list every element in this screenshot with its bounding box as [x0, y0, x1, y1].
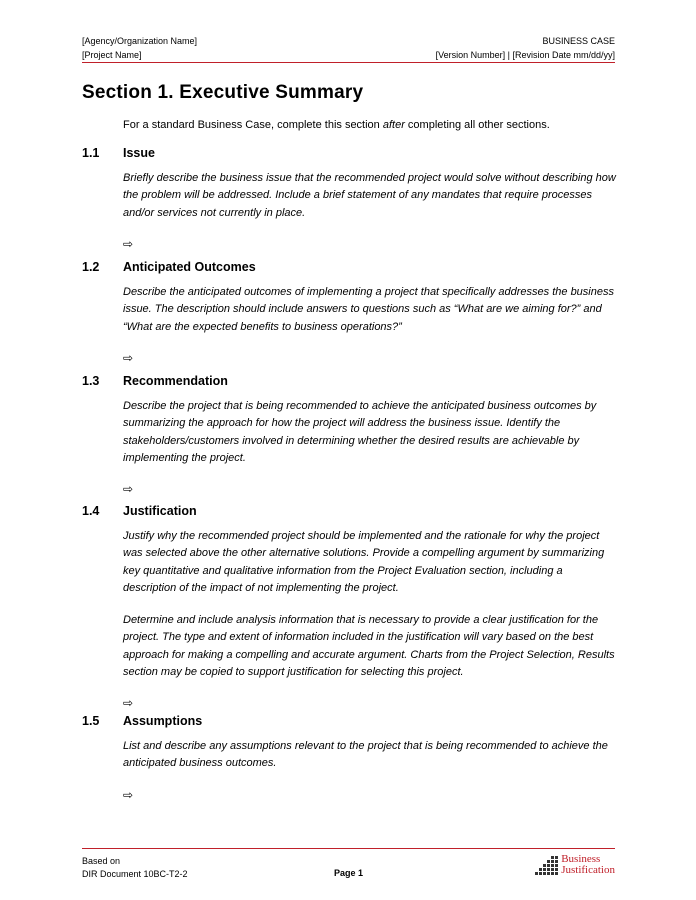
footer-based-on: Based on: [82, 856, 121, 866]
version-info: [Version Number] | [Revision Date mm/dd/yy]: [435, 50, 615, 60]
subsection-number: 1.1: [82, 146, 100, 160]
subsection-paragraph: List and describe any assumptions relevant to the project that is being recommended to achieve the anticipated business outcomes.: [123, 740, 608, 770]
business-justification-logo: [535, 854, 615, 876]
subsection-issue: [82, 146, 616, 251]
subsection-paragraph: Determine and include analysis information that is necessary to provide a clear justification for the project. The type and extent of information included in the justification will vary based on the best approach for making a compelling and accurate argument. Charts from the Project Selection, Results section may be copied to support justification for selecting this project.: [123, 614, 615, 679]
arrow-icon: ⇨: [123, 350, 134, 365]
header-divider: [82, 62, 615, 63]
footer-doc-id: DIR Document 10BC-T2-2: [82, 869, 188, 879]
subsection-number: 1.3: [82, 374, 100, 388]
doc-type: BUSINESS CASE: [542, 36, 615, 46]
subsection-number: 1.5: [82, 714, 100, 728]
project-name: [Project Name]: [82, 50, 142, 60]
subsection-paragraph: Describe the project that is being recommended to achieve the anticipated business outcomes by summarizing the approach for how the project will address the business issue. Identify the stakeholders/customers involved in determining whether the desired results are achievable by implementing the project.: [123, 400, 597, 464]
subsection-recommendation: [82, 374, 616, 496]
arrow-icon: ⇨: [123, 482, 134, 497]
section-title: Section 1. Executive Summary: [82, 82, 364, 103]
org-name: [Agency/Organization Name]: [82, 36, 198, 46]
subsection-title: Issue: [123, 146, 155, 160]
intro-text-before: For a standard Business Case, complete this section: [123, 119, 383, 131]
subsection-paragraph: Describe the anticipated outcomes of implementing a project that specifically addresses the business issue. The description should include answers to questions such as “What are we aiming for?” and “What are the expected benefits to business operations?”: [123, 286, 614, 333]
subsection-number: 1.4: [82, 504, 100, 518]
subsection-anticipated-outcomes: [82, 260, 616, 365]
logo-wordmark: [561, 854, 615, 876]
arrow-icon: ⇨: [123, 787, 134, 802]
arrow-icon: ⇨: [123, 696, 134, 711]
subsection-title: Anticipated Outcomes: [123, 260, 256, 274]
subsection-title: Assumptions: [123, 714, 203, 728]
subsection-title: Recommendation: [123, 374, 228, 388]
page-number: Page 1: [334, 868, 364, 878]
subsection-assumptions: [82, 714, 616, 802]
subsection-paragraph: Justify why the recommended project should be implemented and the rationale for why the project was selected above the other alternative solutions. Provide a compelling argument by summarizing key quantitative and qualitative information from the Project Evaluation section, including a description of the impact of not implementing the project.: [123, 530, 605, 594]
bar-chart-icon: [535, 856, 559, 876]
section-intro: [123, 119, 550, 131]
intro-text-after: completing all other sections.: [404, 119, 550, 131]
subsection-title: Justification: [123, 504, 197, 518]
subsection-number: 1.2: [82, 260, 100, 274]
intro-emphasis: after: [382, 119, 405, 131]
logo-line-2: Justification: [561, 864, 615, 876]
footer-divider: [82, 848, 615, 849]
subsection-paragraph: Briefly describe the business issue that the recommended project would solve without describing how the problem will be addressed. Include a brief statement of any mandates that require processes and/or services not currently in place.: [123, 172, 616, 219]
subsection-justification: [82, 504, 616, 710]
arrow-icon: ⇨: [123, 236, 134, 251]
footer-doc-info: [82, 855, 188, 881]
logo-line-1: Business: [561, 853, 601, 865]
page-header: [82, 34, 615, 62]
